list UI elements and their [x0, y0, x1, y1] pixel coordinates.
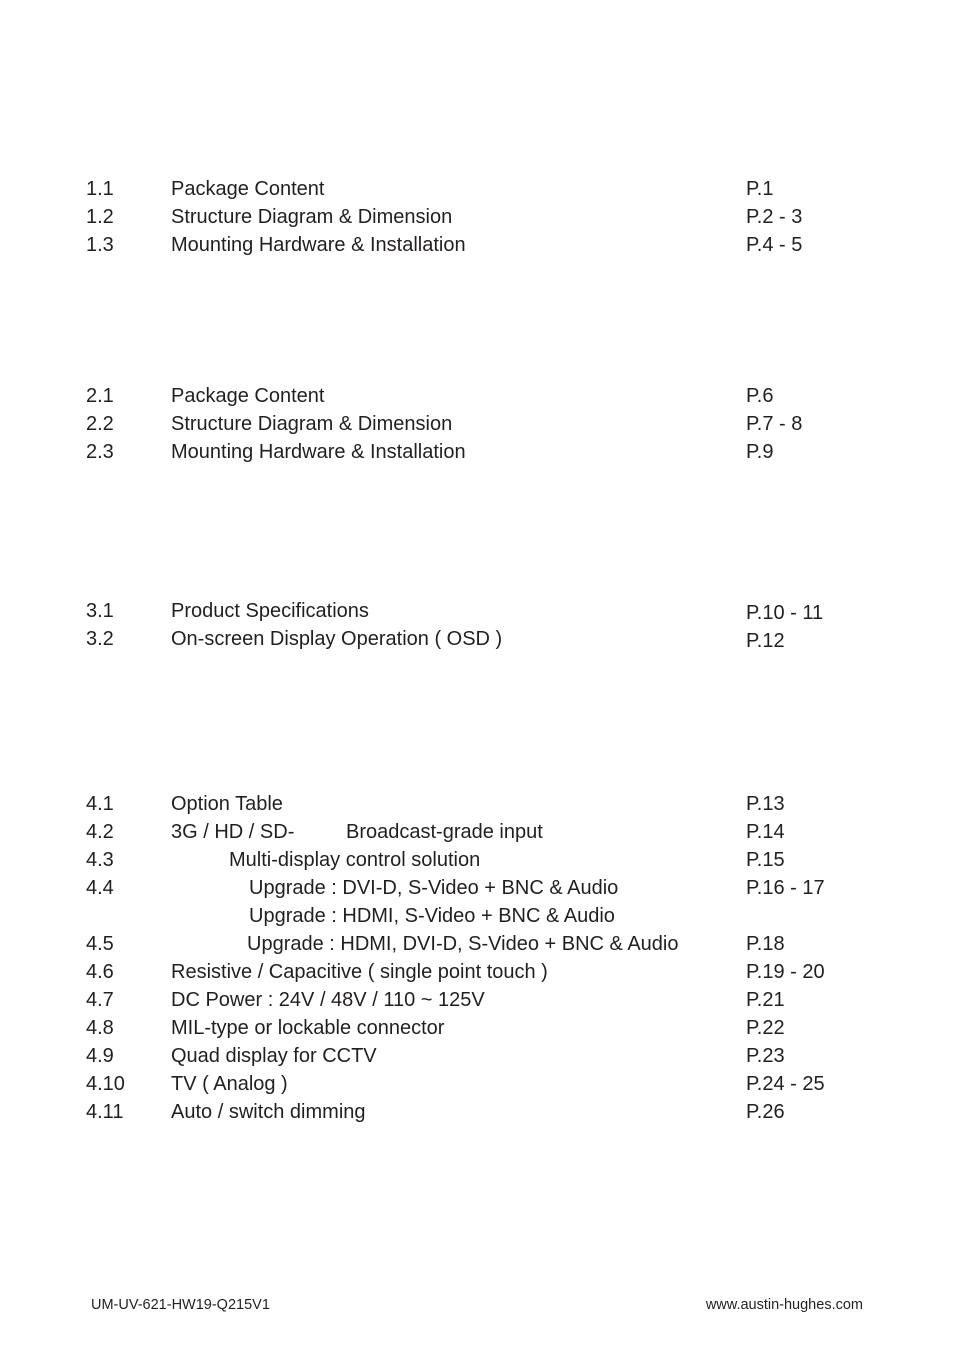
entry-number: 4.8 [86, 1017, 114, 1039]
entry-page: P.24 - 25 [746, 1073, 825, 1095]
entry-page: P.22 [746, 1017, 785, 1039]
toc-entry [0, 411, 954, 437]
entry-number: 4.9 [86, 1045, 114, 1067]
entry-title: Mounting Hardware & Installation [171, 234, 466, 256]
toc-entry [0, 1099, 954, 1125]
entry-title: Product Specifications [171, 600, 369, 622]
toc-entry [0, 847, 954, 873]
entry-page: P.6 [746, 385, 774, 407]
toc-entry [0, 1071, 954, 1097]
toc-entry [0, 232, 954, 258]
entry-page: P.23 [746, 1045, 785, 1067]
entry-number: 2.3 [86, 441, 114, 463]
entry-title: Upgrade : HDMI, DVI-D, S-Video + BNC & Audio [247, 933, 679, 955]
entry-number: 4.4 [86, 877, 114, 899]
entry-number: 4.7 [86, 989, 114, 1011]
toc-entry [0, 383, 954, 409]
entry-title-suffix: Broadcast-grade input [346, 821, 543, 843]
entry-number: 1.3 [86, 234, 114, 256]
toc-entry [0, 903, 954, 929]
entry-number: 2.1 [86, 385, 114, 407]
entry-page: P.13 [746, 793, 785, 815]
toc-entry [0, 439, 954, 465]
entry-number: 3.1 [86, 600, 114, 622]
entry-number: 1.1 [86, 178, 114, 200]
entry-title: 3G / HD / SD- [171, 821, 295, 843]
toc-entry [0, 819, 954, 845]
entry-title: Multi-display control solution [229, 849, 481, 871]
entry-number: 4.1 [86, 793, 114, 815]
entry-page: P.2 - 3 [746, 206, 803, 228]
entry-page: P.15 [746, 849, 785, 871]
entry-number: 2.2 [86, 413, 114, 435]
entry-title: Structure Diagram & Dimension [171, 413, 453, 435]
toc-entry [0, 931, 954, 957]
entry-title: Quad display for CCTV [171, 1045, 377, 1067]
entry-number: 4.3 [86, 849, 114, 871]
entry-page: P.9 [746, 441, 774, 463]
entry-page: P.21 [746, 989, 785, 1011]
entry-number: 4.10 [86, 1073, 125, 1095]
entry-title: MIL-type or lockable connector [171, 1017, 445, 1039]
entry-title: Upgrade : HDMI, S-Video + BNC & Audio [249, 905, 615, 927]
entry-page: P.12 [746, 630, 785, 652]
entry-page: P.19 - 20 [746, 961, 825, 983]
entry-number: 4.2 [86, 821, 114, 843]
entry-page: P.7 - 8 [746, 413, 803, 435]
toc-entry [0, 598, 954, 624]
entry-title: Upgrade : DVI-D, S-Video + BNC & Audio [249, 877, 619, 899]
entry-page: P.10 - 11 [746, 602, 824, 624]
entry-title: Resistive / Capacitive ( single point touch ) [171, 961, 548, 983]
entry-page: P.14 [746, 821, 785, 843]
entry-title: Auto / switch dimming [171, 1101, 366, 1123]
footer-doc-code: UM-UV-621-HW19-Q215V1 [91, 1297, 270, 1313]
entry-title: Package Content [171, 178, 325, 200]
toc-entry [0, 791, 954, 817]
toc-entry [0, 204, 954, 230]
entry-page: P.4 - 5 [746, 234, 803, 256]
footer-website: www.austin-hughes.com [705, 1297, 863, 1313]
toc-entry [0, 1015, 954, 1041]
entry-number: 4.5 [86, 933, 114, 955]
entry-number: 4.11 [86, 1101, 124, 1123]
entry-title: Package Content [171, 385, 325, 407]
entry-page: P.16 - 17 [746, 877, 825, 899]
entry-title: TV ( Analog ) [171, 1073, 288, 1095]
entry-title: Mounting Hardware & Installation [171, 441, 466, 463]
toc-entry [0, 176, 954, 202]
toc-entry [0, 875, 954, 901]
toc-entry [0, 959, 954, 985]
entry-number: 3.2 [86, 628, 114, 650]
entry-page: P.26 [746, 1101, 785, 1123]
entry-number: 1.2 [86, 206, 114, 228]
toc-entry [0, 987, 954, 1013]
entry-title: On-screen Display Operation ( OSD ) [171, 628, 503, 650]
toc-entry [0, 1043, 954, 1069]
entry-title: Option Table [171, 793, 283, 815]
toc-entry [0, 626, 954, 652]
entry-page: P.18 [746, 933, 785, 955]
entry-number: 4.6 [86, 961, 114, 983]
entry-title: Structure Diagram & Dimension [171, 206, 453, 228]
entry-page: P.1 [746, 178, 774, 200]
entry-title: DC Power : 24V / 48V / 110 ~ 125V [171, 989, 485, 1011]
